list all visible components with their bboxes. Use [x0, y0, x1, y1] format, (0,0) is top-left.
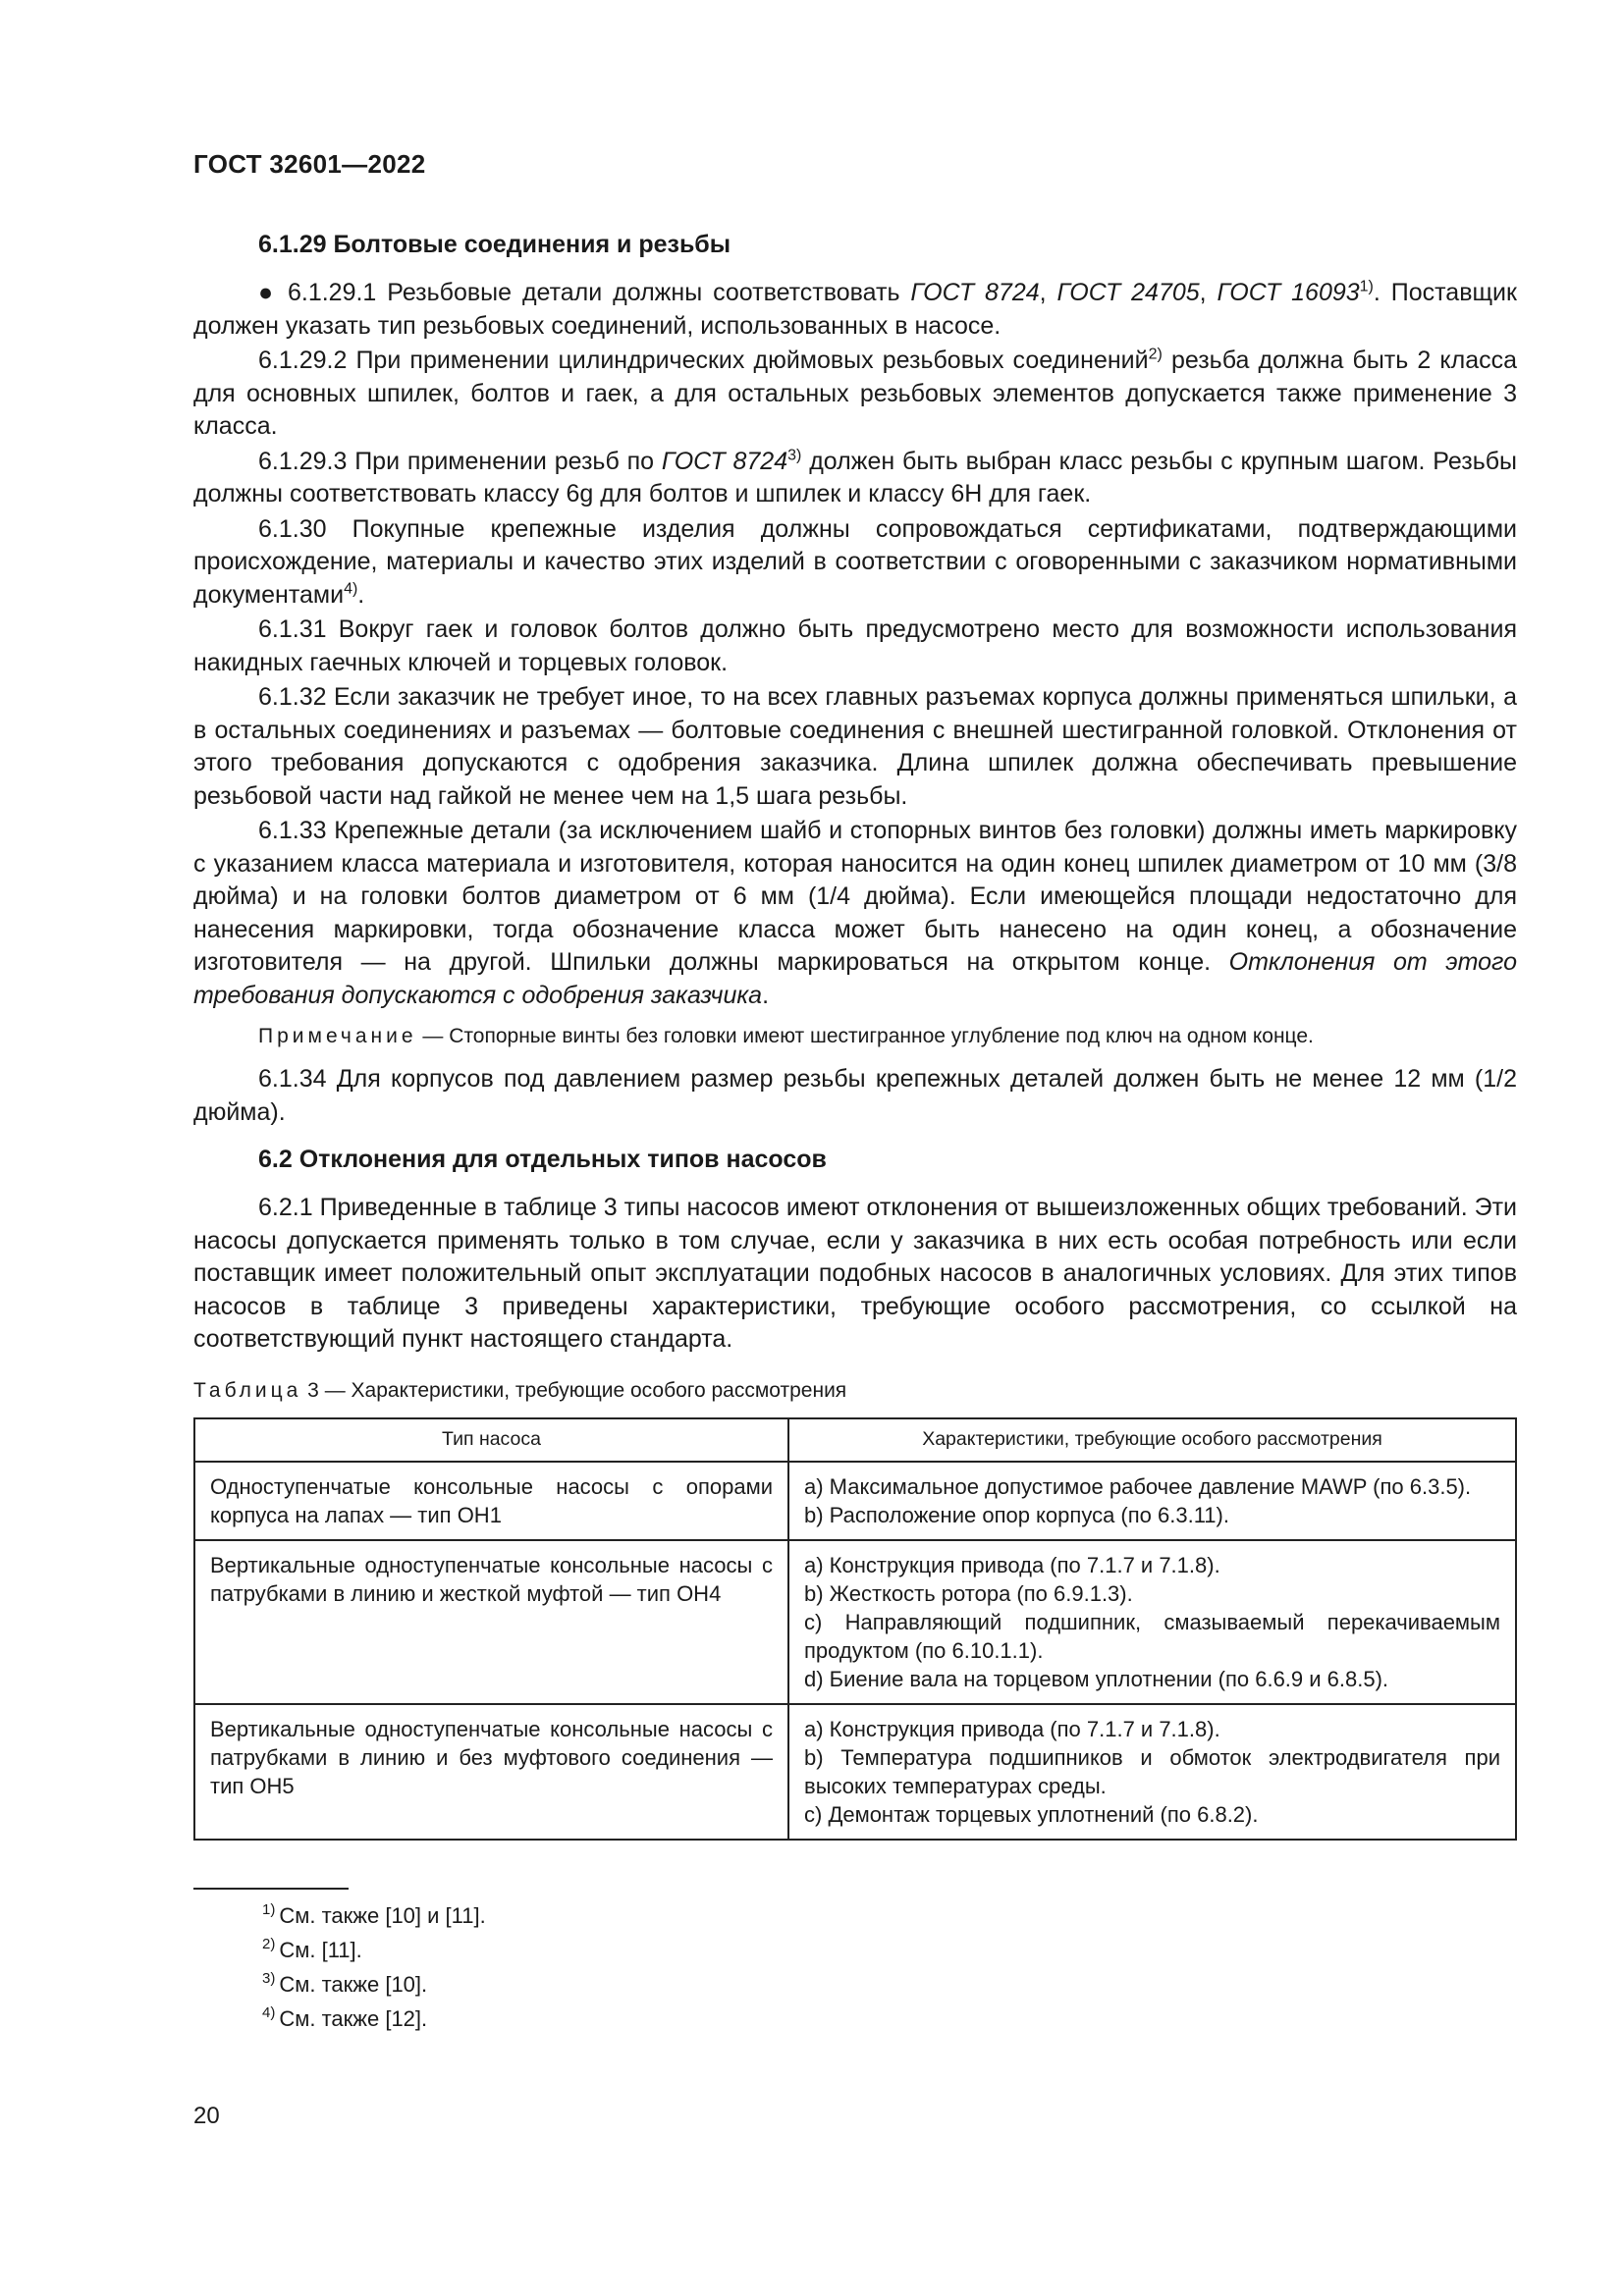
characteristic-item: d) Биение вала на торцевом уплотнении (по 6.6.9 и 6.8.5).: [804, 1666, 1389, 1691]
text: должен быть выбран класс резьбы с крупным шагом. Резьбы должны соответствовать классу 6g для болтов и шпилек и классу 6H для гаек.: [193, 447, 1518, 507]
standard-ref: ГОСТ 24705: [1056, 279, 1200, 306]
footnote-3: [193, 1970, 1517, 1999]
characteristic-item: a) Максимальное допустимое рабочее давление MAWP (по 6.3.5).: [804, 1473, 1472, 1499]
text: ,: [1199, 279, 1218, 306]
column-header-pump-type: Тип насоса: [194, 1418, 788, 1462]
page-number: 20: [193, 2103, 220, 2129]
footnote-mark: 1): [262, 1901, 276, 1919]
column-header-characteristics: Характеристики, требующие особого рассмотрения: [788, 1418, 1516, 1462]
heading-6-1-29: 6.1.29 Болтовые соединения и резьбы: [258, 231, 731, 258]
footnote-1: [193, 1901, 1517, 1930]
caption-text: 3 — Характеристики, требующие особого рассмотрения: [301, 1378, 847, 1402]
table-row: [194, 1540, 1516, 1704]
page-content: [193, 147, 1517, 2039]
note-text: — Стопорные винты без головки имеют шестигранное углубление под ключ на одном конце.: [416, 1025, 1314, 1047]
footnote-text: См. также [10] и [11].: [279, 1902, 486, 1928]
note-label: Примечание: [258, 1025, 417, 1047]
note: [193, 1022, 1517, 1051]
table-3: [193, 1417, 1517, 1841]
text: . Поставщик должен указать тип резьбовых соединений, использованных в насосе.: [193, 279, 1517, 340]
caption-label: Таблица: [193, 1378, 302, 1402]
text: ● 6.1.29.1 Резьбовые детали должны соответствовать: [258, 279, 911, 306]
paragraph-6-1-33: [193, 815, 1517, 1012]
table-row: [194, 1704, 1516, 1840]
paragraph-6-2-1: 6.2.1 Приведенные в таблице 3 типы насосов имеют отклонения от вышеизложенных общих требований. Эти насосы допускается применять только в том случае, если у заказчика в них есть особая потребность или если поставщик имеет положительный опыт эксплуатации подобных насосов в аналогичных условиях. Для этих типов насосов в таблице 3 приведены характеристики, требующие особого рассмотрения, со ссылкой на соответствующий пункт настоящего стандарта.: [193, 1194, 1517, 1353]
footnote-ref: 1): [1359, 278, 1374, 295]
table-caption: [193, 1376, 1517, 1406]
characteristic-item: b) Расположение опор корпуса (по 6.3.11).: [804, 1502, 1229, 1527]
table-row: [194, 1462, 1516, 1540]
paragraph-6-1-34: 6.1.34 Для корпусов под давлением размер резьбы крепежных деталей должен быть не менее 12 мм (1/2 дюйма).: [193, 1065, 1517, 1126]
footnote-ref: 3): [787, 447, 802, 464]
footnote-4: [193, 2004, 1517, 2033]
standard-ref: ГОСТ 16093: [1217, 279, 1360, 306]
paragraph-6-1-30: [193, 513, 1517, 613]
footnote-text: См. также [12].: [279, 2005, 428, 2031]
italic-text: Отклонения от этого требования допускаются с одобрения заказчика: [193, 948, 1517, 1009]
characteristic-item: a) Конструкция привода (по 7.1.7 и 7.1.8).: [804, 1552, 1220, 1577]
footnote-mark: 2): [262, 1936, 276, 1953]
footnote-text: См. также [10].: [279, 1971, 428, 1997]
heading-6-2: 6.2 Отклонения для отдельных типов насосов: [258, 1146, 827, 1173]
text: резьба должна быть 2 класса для основных шпилек, болтов и гаек, а для остальных резьбовых элементов допускается также применение 3 класса.: [193, 347, 1518, 440]
characteristic-item: b) Жесткость ротора (по 6.9.1.3).: [804, 1580, 1133, 1606]
characteristic-item: b) Температура подшипников и обмоток электродвигателя при высоких температурах среды.: [804, 1744, 1500, 1798]
footnote-text: См. [11].: [279, 1937, 362, 1962]
text: 6.1.30 Покупные крепежные изделия должны сопровождаться сертификатами, подтверждающими происхождение, материалы и качество этих изделий в соответствии с оговоренными с заказчиком нормативными документами: [193, 514, 1517, 609]
paragraph-6-1-29-1: [193, 277, 1517, 343]
pump-type-cell: Вертикальные одноступенчатые консольные насосы с патрубками в линию и жесткой муфтой — тип ОН4: [194, 1540, 788, 1704]
paragraph-6-1-32: 6.1.32 Если заказчик не требует иное, то на всех главных разъемах корпуса должны применяться шпильки, а в остальных соединениях и разъемах — болтовые соединения с внешней шестигранной головкой. Отклонения от этого требования допускаются с одобрения заказчика. Длина шпилек должна обеспечивать превышение резьбовой части над гайкой не менее чем на 1,5 шага резьбы.: [193, 683, 1517, 810]
table-header-row: [194, 1418, 1516, 1462]
characteristic-item: a) Конструкция привода (по 7.1.7 и 7.1.8).: [804, 1716, 1220, 1741]
standard-ref: ГОСТ 8724: [910, 279, 1040, 306]
footnote-mark: 3): [262, 1970, 276, 1988]
standard-ref: ГОСТ 8724: [661, 447, 788, 475]
pump-type-cell: Одноступенчатые консольные насосы с опорами корпуса на лапах — тип ОН1: [194, 1462, 788, 1540]
text: 6.1.29.3 При применении резьб по: [258, 447, 662, 475]
footnote-ref: 2): [1148, 346, 1163, 363]
text: 6.1.29.2 При применении цилиндрических дюймовых резьбовых соединений: [258, 347, 1149, 374]
footnote-separator: [193, 1888, 349, 1890]
footnote-ref: 4): [344, 580, 358, 598]
document-code-header: ГОСТ 32601—2022: [193, 149, 426, 179]
text: .: [762, 981, 770, 1009]
text: 6.1.33 Крепежные детали (за исключением шайб и стопорных винтов без головки) должны иметь маркировку с указанием класса материала и изготовителя, которая наносится на один конец шпилек диаметром от 10 мм (3/8 дюйма) и на головки болтов диаметром от 6 мм (1/4 дюйма). Если имеющейся площади недостаточно для нанесения маркировки, тогда обозначение класса может быть нанесено на один конец, а обозначение изготовителя — на другой. Шпильки должны маркироваться на открытом конце.: [193, 817, 1517, 976]
text: .: [357, 580, 365, 609]
pump-type-cell: Вертикальные одноступенчатые консольные насосы с патрубками в линию и без муфтового соединения — тип ОН5: [194, 1704, 788, 1840]
text: ,: [1039, 279, 1057, 306]
paragraph-6-1-29-2: [193, 345, 1517, 444]
characteristics-cell: [788, 1462, 1516, 1540]
characteristics-cell: [788, 1704, 1516, 1840]
characteristic-item: c) Демонтаж торцевых уплотнений (по 6.8.2).: [804, 1801, 1259, 1827]
characteristics-cell: [788, 1540, 1516, 1704]
footnote-2: [193, 1936, 1517, 1964]
paragraph-6-1-31: 6.1.31 Вокруг гаек и головок болтов должно быть предусмотрено место для возможности использования накидных гаечных ключей и торцевых головок.: [193, 615, 1517, 676]
footnote-mark: 4): [262, 2004, 276, 2022]
paragraph-6-1-29-3: [193, 446, 1517, 511]
characteristic-item: c) Направляющий подшипник, смазываемый перекачиваемым продуктом (по 6.10.1.1).: [804, 1609, 1500, 1663]
